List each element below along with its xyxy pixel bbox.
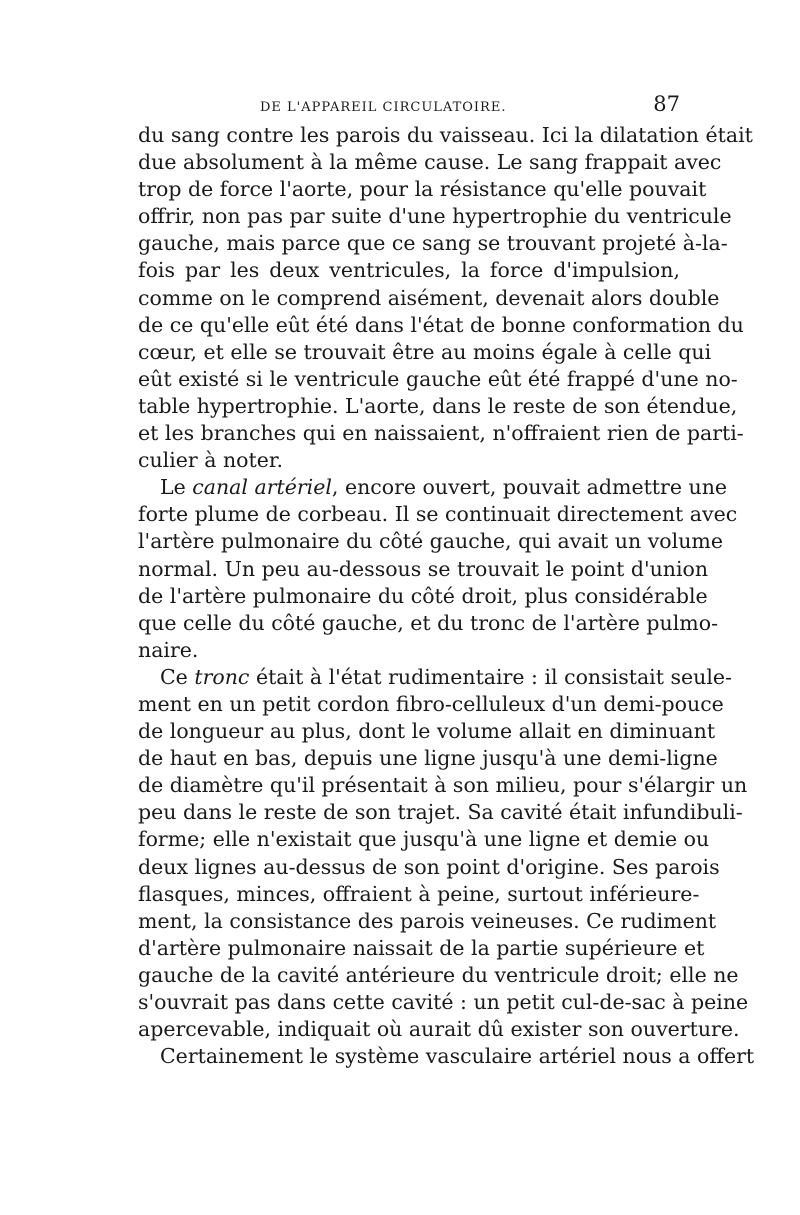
text-line: culier à noter. (138, 448, 283, 473)
text-line: offrir, non pas par suite d'une hypertrophie du ventricule (138, 204, 732, 229)
text-line: normal. Un peu au-dessous se trouvait le point d'union (138, 556, 709, 581)
text-line: cœur, et elle se trouvait être au moins égale à celle qui (138, 339, 712, 364)
text-line: naire. (138, 637, 199, 662)
italic-term: canal artériel (192, 475, 332, 500)
paragraph-3 (138, 664, 749, 1043)
lead-before: Ce (160, 664, 195, 689)
paragraph-1 (138, 122, 753, 474)
italic-term: tronc (194, 664, 250, 689)
text-line: table hypertrophie. L'aorte, dans le reste de son étendue, (138, 393, 738, 418)
text-line: de ce qu'elle eût été dans l'état de bonne conformation du (138, 312, 744, 337)
running-title: DE L'APPAREIL CIRCULATOIRE. (260, 100, 507, 115)
text-line: gauche, mais parce que ce sang se trouvant projeté à-la- (138, 231, 728, 256)
text-line: ment, la consistance des parois veineuses. Ce rudiment (138, 908, 717, 933)
lead-after: , encore ouvert, pouvait admettre une (331, 475, 728, 500)
text-line: et les branches qui en naissaient, n'offraient rien de parti- (138, 421, 744, 446)
text-line: flasques, minces, offraient à peine, surtout inférieure- (138, 881, 700, 906)
text-line: du sang contre les parois du vaisseau. Ici la dilatation était (138, 123, 753, 147)
text-line: comme on le comprend aisément, devenait alors double (138, 285, 720, 310)
text-line (138, 474, 728, 501)
text-line: l'artère pulmonaire du côté gauche, qui avait un volume (138, 529, 723, 554)
text-line: gauche de la cavité antérieure du ventricule droit; elle ne (138, 962, 739, 987)
book-page (138, 92, 755, 1070)
text-line: eût existé si le ventricule gauche eût été frappé d'une no- (138, 366, 738, 391)
text-line: de diamètre qu'il présentait à son milieu, pour s'élargir un (138, 773, 748, 798)
text-line: ment en un petit cordon fibro-celluleux d'un demi-pouce (138, 691, 724, 716)
text-line: de longueur au plus, dont le volume allait en diminuant (138, 719, 716, 744)
text-line: de haut en bas, depuis une ligne jusqu'à une demi-ligne (138, 746, 718, 771)
text-line: deux lignes au-dessus de son point d'origine. Ses parois (138, 854, 720, 879)
page-number: 87 (653, 92, 680, 116)
lead-before: Le (160, 475, 193, 500)
text-line: de l'artère pulmonaire du côté droit, plus considérable (138, 583, 708, 608)
text-line: apercevable, indiquait où aurait dû exister son ouverture. (138, 1017, 740, 1042)
body-text (138, 122, 755, 1070)
text-line: forme; elle n'existait que jusqu'à une ligne et demie ou (138, 827, 710, 852)
text-line: s'ouvrait pas dans cette cavité : un petit cul-de-sac à peine (138, 990, 749, 1014)
text-line: trop de force l'aorte, pour la résistance qu'elle pouvait (138, 177, 707, 202)
text-line: fois par les deux ventricules, la force d'impulsion, (138, 258, 680, 283)
text-line: peu dans le reste de son trajet. Sa cavité était infundibuli- (138, 800, 743, 825)
text-line: forte plume de corbeau. Il se continuait directement avec (138, 502, 738, 527)
lead-after: était à l'état rudimentaire : il consistait seule- (249, 664, 732, 689)
text-line: d'artère pulmonaire naissait de la partie supérieure et (138, 935, 705, 960)
text-line (138, 664, 732, 691)
text-line: que celle du côté gauche, et du tronc de l'artère pulmo- (138, 610, 718, 635)
running-head (138, 92, 680, 122)
paragraph-2 (138, 474, 738, 664)
paragraph-4 (138, 1043, 755, 1070)
text-line: Certainement le système vasculaire artériel nous a offert (160, 1044, 755, 1069)
text-line: due absolument à la même cause. Le sang frappait avec (138, 150, 722, 175)
